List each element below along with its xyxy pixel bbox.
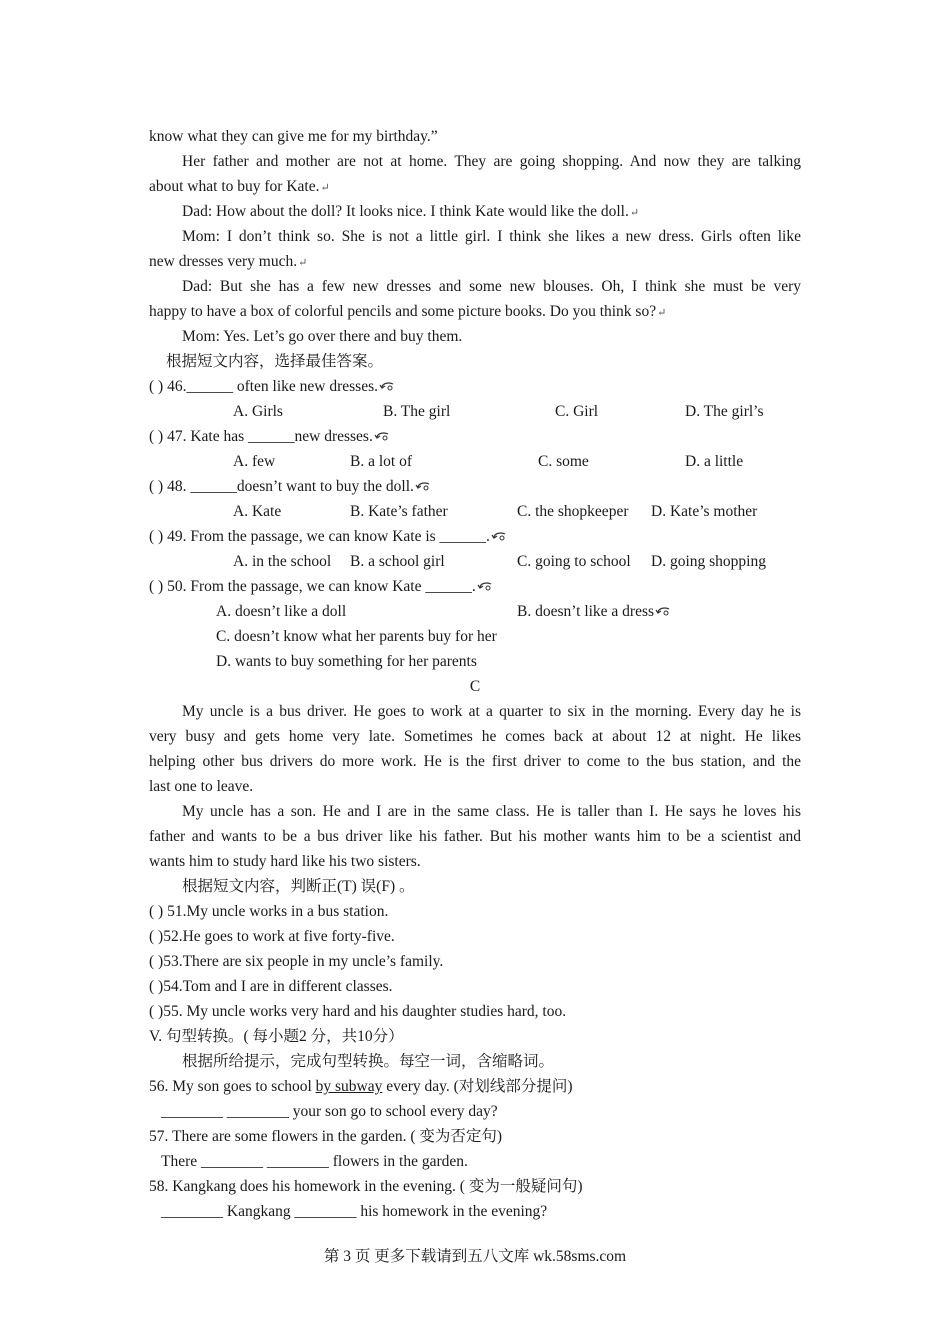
question-text: 56. My son goes to school: [149, 1078, 316, 1095]
text-line: wants him to study hard like his two sisters.: [149, 853, 421, 870]
option-b[interactable]: [517, 599, 671, 624]
question-48: [149, 474, 801, 499]
question-46: [149, 374, 801, 399]
text-span: about what to buy for Kate.: [149, 178, 320, 195]
question-text: ( ) 49. From the passage, we can know Kate is ______.: [149, 528, 490, 545]
question-text: ( ) 50. From the passage, we can know Kate ______.: [149, 578, 476, 595]
text-line: [149, 299, 801, 324]
option-b[interactable]: B. Kate’s father: [350, 503, 448, 520]
text-line: Mom: Yes. Let’s go over there and buy them.: [182, 328, 463, 345]
option-a[interactable]: A. Kate: [233, 503, 282, 520]
text-span: happy to have a box of colorful pencils and some picture books. Do you think so?: [149, 303, 657, 320]
text-line: father and wants to be a bus driver like his father. But his mother wants him to be a scientist and: [149, 828, 801, 845]
page-footer: 第 3 页 更多下载请到五八文库 wk.58sms.com: [323, 1248, 627, 1265]
text-line: [149, 174, 801, 199]
question-56: [149, 1074, 801, 1099]
text-span: new dresses very much.: [149, 253, 298, 270]
text-line: helping other bus drivers do more work. He is the first driver to come to the bus station, and the: [149, 753, 801, 770]
options-49: [149, 549, 801, 574]
text-line: [149, 249, 801, 274]
question-text: ( ) 48. ______doesn’t want to buy the doll.: [149, 478, 414, 495]
option-b[interactable]: B. a lot of: [350, 453, 412, 470]
option-d[interactable]: D. The girl’s: [685, 403, 764, 420]
question-text: ( ) 47. Kate has ______new dresses.: [149, 428, 373, 445]
paragraph-mark-icon: ↵: [320, 182, 330, 194]
return-arrow-icon: [477, 582, 493, 592]
options-50-row1: [149, 599, 801, 624]
text-span: Dad: How about the doll? It looks nice. I think Kate would like the doll.: [182, 203, 629, 220]
text-line: Mom: I don’t think so. She is not a little girl. I think she likes a new dress. Girls often like: [182, 228, 801, 245]
option-b[interactable]: B. The girl: [383, 403, 451, 420]
return-arrow-icon: [415, 482, 431, 492]
option-c[interactable]: C. doesn’t know what her parents buy for her: [216, 628, 497, 645]
option-a[interactable]: A. doesn’t like a doll: [216, 603, 347, 620]
question-47: [149, 424, 801, 449]
return-arrow-icon: [379, 382, 395, 392]
text-line: last one to leave.: [149, 778, 254, 795]
option-c[interactable]: C. Girl: [555, 403, 599, 420]
question-57: 57. There are some flowers in the garden. ( 变为否定句): [149, 1128, 503, 1145]
paragraph-mark-icon: ↵: [629, 207, 640, 219]
option-b[interactable]: B. a school girl: [350, 553, 445, 570]
paragraph-mark-icon: ↵: [298, 257, 308, 269]
tf-question-52[interactable]: ( )52.He goes to work at five forty-five.: [149, 928, 395, 945]
text-line: My uncle has a son. He and I are in the same class. He is taller than I. He says he loves his: [182, 803, 801, 820]
option-text: B. doesn’t like a dress: [517, 603, 655, 620]
options-50-row2: [149, 624, 801, 649]
option-d[interactable]: D. Kate’s mother: [651, 503, 758, 520]
paragraph-mark-icon: ↵: [657, 307, 667, 319]
option-c[interactable]: C. some: [538, 453, 589, 470]
tf-question-51[interactable]: ( ) 51.My uncle works in a bus station.: [149, 903, 389, 920]
options-46: [149, 399, 801, 424]
options-47: [149, 449, 801, 474]
option-d[interactable]: D. a little: [685, 453, 744, 470]
text-line: [149, 199, 801, 224]
section-instruction: 根据所给提示，完成句型转换。每空一词，含缩略词。: [182, 1053, 555, 1070]
question-50: [149, 574, 801, 599]
tf-question-54[interactable]: ( )54.Tom and I are in different classes.: [149, 978, 393, 995]
option-c[interactable]: C. going to school: [517, 553, 631, 570]
section-title: V. 句型转换。( 每小题2 分，共10分）: [149, 1028, 404, 1045]
option-c[interactable]: C. the shopkeeper: [517, 503, 629, 520]
question-text: every day. (对划线部分提问): [382, 1078, 573, 1095]
answer-56[interactable]: ________ ________ your son go to school every day?: [161, 1103, 498, 1120]
section-instruction: 根据短文内容，选择最佳答案。: [166, 353, 384, 370]
text-line: My uncle is a bus driver. He goes to work at a quarter to six in the morning. Every day he is: [182, 703, 801, 720]
options-50-row3: [149, 649, 801, 674]
text-line: know what they can give me for my birthday.”: [149, 128, 438, 145]
option-d[interactable]: D. going shopping: [651, 553, 766, 570]
underlined-phrase: by subway: [315, 1078, 383, 1095]
text-line: Her father and mother are not at home. They are going shopping. And now they are talking: [182, 153, 801, 170]
option-a[interactable]: A. Girls: [233, 403, 283, 420]
options-48: [149, 499, 801, 524]
option-a[interactable]: A. in the school: [233, 553, 332, 570]
text-line: Dad: But she has a few new dresses and some new blouses. Oh, I think she must be very: [182, 278, 801, 295]
question-58: 58. Kangkang does his homework in the evening. ( 变为一般疑问句): [149, 1178, 583, 1195]
answer-57[interactable]: There ________ ________ flowers in the garden.: [161, 1153, 468, 1170]
return-arrow-icon: [491, 532, 507, 542]
option-d[interactable]: D. wants to buy something for her parents: [216, 653, 477, 670]
tf-question-53[interactable]: ( )53.There are six people in my uncle’s family.: [149, 953, 444, 970]
answer-58[interactable]: ________ Kangkang ________ his homework in the evening?: [161, 1203, 548, 1220]
return-arrow-icon: [374, 432, 390, 442]
section-instruction: 根据短文内容，判断正(T) 误(F) 。: [182, 878, 415, 895]
question-text: ( ) 46.______ often like new dresses.: [149, 378, 379, 395]
page-body: [149, 124, 801, 1224]
return-arrow-icon: [655, 607, 671, 617]
question-49: [149, 524, 801, 549]
text-line: very busy and gets home very late. Sometimes he comes back at about 12 at night. He likes: [149, 728, 801, 745]
section-heading: C: [469, 678, 481, 695]
option-a[interactable]: A. few: [233, 453, 276, 470]
tf-question-55[interactable]: ( )55. My uncle works very hard and his daughter studies hard, too.: [149, 1003, 567, 1020]
